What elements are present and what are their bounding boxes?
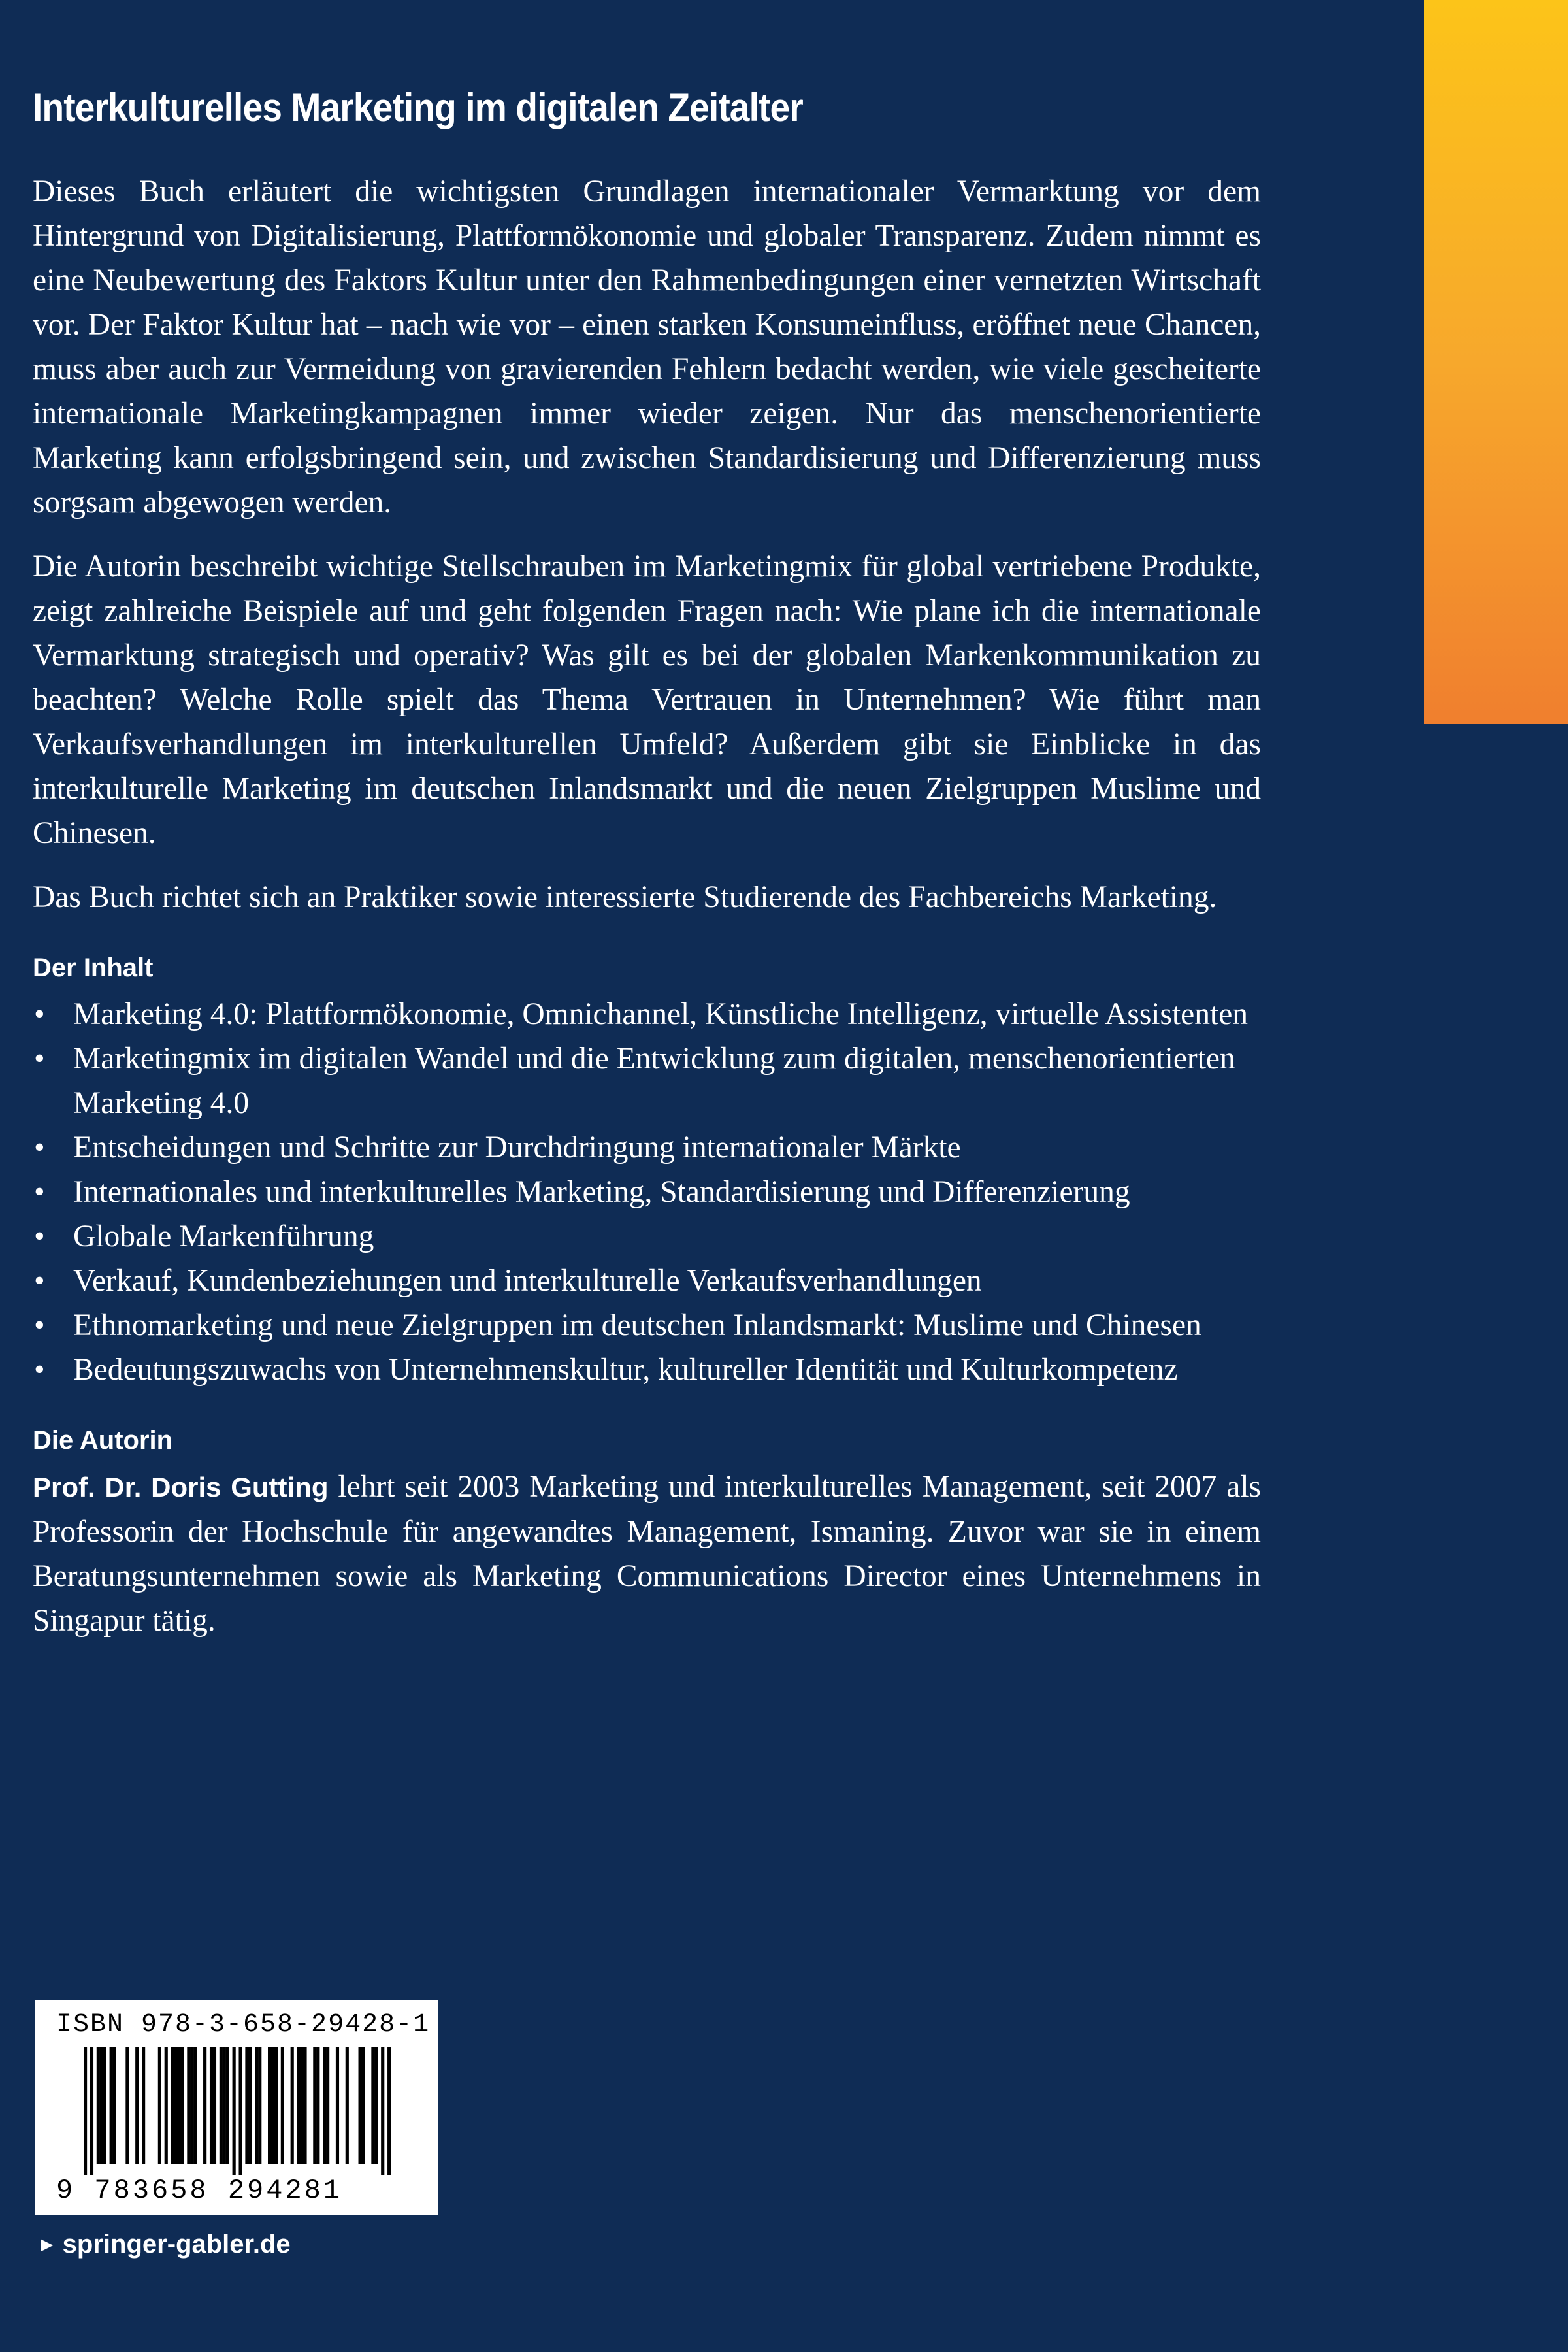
contents-item (33, 1259, 1261, 1303)
barcode-bar (97, 2047, 100, 2164)
contents-item-text: Verkauf, Kundenbeziehungen und interkulturelle Verkaufsverhandlungen (73, 1264, 982, 1298)
contents-item (33, 1125, 1261, 1170)
cover-text (33, 85, 1261, 1663)
barcode-bar (226, 2047, 229, 2164)
barcode-bar (125, 2047, 129, 2164)
barcode-bar (291, 2047, 294, 2164)
barcode-bar (346, 2047, 349, 2164)
isbn-barcode-box (35, 2000, 438, 2215)
barcode-bar (297, 2047, 301, 2164)
barcode-bar (303, 2047, 306, 2164)
description-paragraph-1: Dieses Buch erläutert die wichtigsten Grundlagen internationaler Vermarktung vor dem Hintergrund von Digitalisierung, Plattformökonomie und globaler Transparenz. Zudem nimmt es eine Neubewertung des Faktors Kultur unter den Rahmenbedingungen einer vernetzten Wirtschaft vor. Der Faktor Kultur hat – nach wie vor – einen starken Konsumeinfluss, eröffnet neue Chancen, muss aber auch zur Vermeidung von gravierenden Fehlern bedacht werden, wie viele gescheiterte internationale Marketingkampagnen immer wieder zeigen. Nur das menschenorientierte Marketing kann erfolgsbringend sein, und zwischen Standardisierung und Differenzierung muss sorgsam abgewogen werden. (33, 174, 1261, 520)
book-title: Interkulturelles Marketing im digitalen Zeitalter (33, 86, 803, 129)
publisher-url: springer-gabler.de (62, 2230, 291, 2259)
barcode-bar (210, 2047, 213, 2164)
barcode-bar (300, 2047, 303, 2164)
author-bio-text: lehrt seit 2003 Marketing und interkulturelles Management, seit 2007 als Professorin der Hochschule für angewandtes Management, Ismaning. Zuvor war sie in einem Beratungsunternehmen sowie als Marketing Communications Director eines Unternehmens in Singapur tätig. (33, 1470, 1261, 1638)
barcode-bar (371, 2047, 374, 2164)
barcode-bar (361, 2047, 365, 2164)
barcode-bar (203, 2047, 206, 2164)
contents-item-text: Internationales und interkulturelles Marketing, Standardisierung und Differenzierung (73, 1175, 1130, 1209)
barcode-bar (177, 2047, 180, 2164)
bullet-icon: • (34, 1353, 45, 1387)
contents-item-text: Marketing 4.0: Plattformökonomie, Omnichannel, Künstliche Intelligenz, virtuelle Assistenten (73, 997, 1249, 1031)
description-paragraph-2: Die Autorin beschreibt wichtige Stellschrauben im Marketingmix für global vertriebene Produkte, zeigt zahlreiche Beispiele auf und geht folgenden Fragen nach: Wie plane ich die internationale Vermarktung strategisch und operativ? Was gilt es bei der globalen Markenkommunikation zu beachten? Welche Rolle spielt das Thema Vertrauen in Unternehmen? Wie führt man Verkaufsverhandlungen im interkulturellen Umfeld? Außerdem gibt sie Einblicke in das interkulturelle Marketing im deutschen Inlandsmarkt und die neuen Zielgruppen Muslime und Chinesen. (33, 550, 1261, 850)
barcode-bar (190, 2047, 193, 2164)
barcode-bar (313, 2047, 316, 2164)
barcode-bar (110, 2047, 113, 2164)
bullet-icon: • (34, 1308, 45, 1342)
arrow-right-icon: ► (37, 2232, 57, 2256)
bullet-icon: • (34, 1264, 45, 1298)
isbn-label: ISBN 978-3-658-29428-1 (56, 2010, 431, 2040)
barcode-bar (187, 2047, 190, 2164)
barcode-digits: 9 783658 294281 (56, 2175, 343, 2206)
barcode-bar (359, 2047, 362, 2164)
description-paragraph-3: Das Buch richtet sich an Praktiker sowie interessierte Studierende des Fachbereichs Marketing. (33, 880, 1217, 914)
barcode-bar (142, 2047, 145, 2164)
barcode-bar (387, 2047, 391, 2175)
barcode-bar (174, 2047, 178, 2164)
bullet-icon: • (34, 1042, 45, 1076)
contents-heading: Der Inhalt (33, 953, 154, 982)
barcode-bar (171, 2047, 174, 2164)
barcode-bar (233, 2047, 236, 2175)
contents-item (33, 1303, 1261, 1348)
author-bio (33, 1465, 1261, 1643)
barcode-bar (255, 2047, 258, 2164)
bullet-icon: • (34, 1175, 45, 1209)
barcode-bar (223, 2047, 226, 2164)
barcode-bar (100, 2047, 103, 2164)
barcode-bar (268, 2047, 271, 2164)
barcode-bar (271, 2047, 274, 2164)
contents-item-text: Marketingmix im digitalen Wandel und die Entwicklung zum digitalen, menschenorientierten Marketing 4.0 (73, 1042, 1235, 1120)
barcode-bar (336, 2047, 339, 2164)
barcode-bar (248, 2047, 252, 2164)
contents-item (33, 1036, 1261, 1125)
author-name: Prof. Dr. Doris Gutting (33, 1472, 329, 1502)
barcode-bar (213, 2047, 216, 2164)
barcode-bar (103, 2047, 106, 2164)
barcode-bar (274, 2047, 278, 2164)
bullet-icon: • (34, 1219, 45, 1253)
contents-item (33, 1214, 1261, 1259)
barcode-bar (193, 2047, 197, 2164)
contents-item (33, 1170, 1261, 1214)
bullet-icon: • (34, 1131, 45, 1165)
barcode-bar (326, 2047, 329, 2164)
contents-item-text: Bedeutungszuwachs von Unternehmenskultur, kultureller Identität und Kulturkompetenz (73, 1353, 1178, 1387)
barcode-bar (238, 2047, 242, 2175)
contents-item-text: Ethnomarketing und neue Zielgruppen im deutschen Inlandsmarkt: Muslime und Chinesen (73, 1308, 1201, 1342)
barcode-bar (90, 2047, 93, 2175)
contents-item (33, 1348, 1261, 1392)
barcode-bar (323, 2047, 326, 2164)
barcode-bar (165, 2047, 168, 2164)
publisher-link[interactable] (37, 2230, 291, 2259)
contents-item (33, 992, 1261, 1036)
author-heading: Die Autorin (33, 1426, 173, 1455)
barcode-bar (258, 2047, 261, 2164)
contents-item-text: Globale Markenführung (73, 1219, 374, 1253)
barcode-bar (281, 2047, 284, 2164)
orange-accent-bar (1424, 0, 1568, 724)
barcode-bar (113, 2047, 116, 2164)
barcode-bar (180, 2047, 184, 2164)
barcode-bar (220, 2047, 223, 2164)
barcode-bar (316, 2047, 319, 2164)
barcode-bar (374, 2047, 378, 2164)
contents-item-text: Entscheidungen und Schritte zur Durchdringung internationaler Märkte (73, 1131, 961, 1165)
barcode-bar (381, 2047, 384, 2175)
contents-list (33, 992, 1261, 1392)
barcode-icon (84, 2047, 391, 2175)
barcode-bar (158, 2047, 161, 2164)
bullet-icon: • (34, 997, 45, 1031)
barcode-bar (245, 2047, 248, 2164)
barcode-bar (84, 2047, 87, 2175)
barcode-bar (135, 2047, 139, 2164)
